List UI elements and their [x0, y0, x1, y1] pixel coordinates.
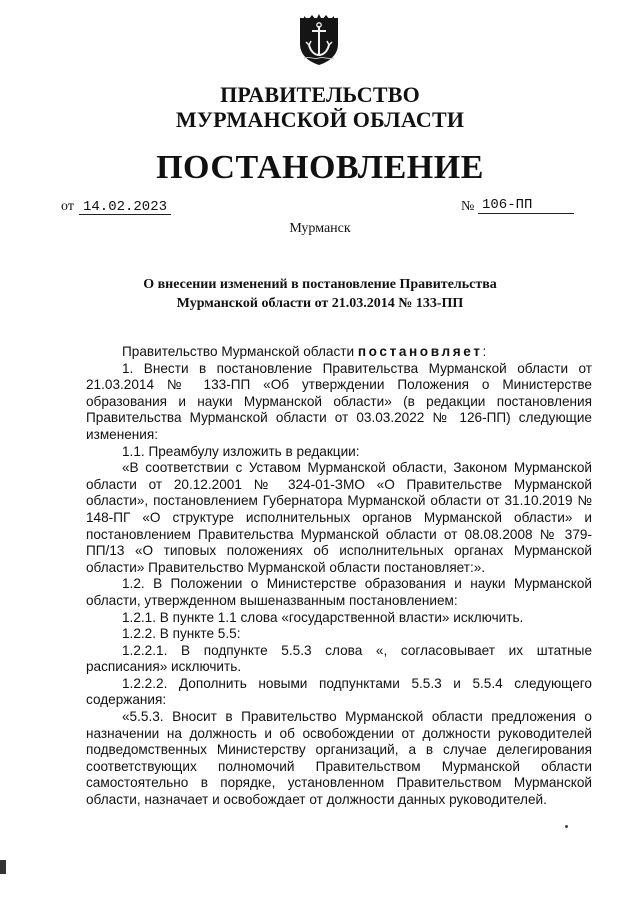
- org-title-line2: МУРМАНСКОЙ ОБЛАСТИ: [175, 107, 465, 132]
- date-label: от: [61, 199, 74, 214]
- document-body: [86, 344, 592, 809]
- scan-edge-mark: [0, 860, 6, 874]
- city-name: Мурманск: [289, 221, 351, 236]
- number-label: №: [461, 199, 475, 214]
- org-title-line1: ПРАВИТЕЛЬСТВО: [220, 82, 420, 107]
- document-date: 14.02.2023: [79, 198, 171, 215]
- paragraph-1-1: 1.1. Преамбулу изложить в редакции:: [122, 443, 360, 459]
- paragraph-1-2-1: 1.2.1. В пункте 1.1 слова «государственной власти» исключить.: [122, 609, 524, 625]
- document-number: 106-ПП: [478, 196, 574, 214]
- intro-suffix: :: [482, 344, 487, 359]
- scan-speck: [565, 825, 568, 828]
- intro-prefix: Правительство Мурманской области: [122, 344, 358, 359]
- paragraph-1-2-2: 1.2.2. В пункте 5.5:: [122, 626, 241, 642]
- paragraph-preamble-quote: «В соответствии с Уставом Мурманской области, Законом Мурманской области от 20.12.2001 № 324-01-ЗМО «О Правительстве Мурманской области», постановлением Губернатора Мурманской области от 31.10.2019 № 148-ПГ «О структуре исполнительных органов Мурманской области» и постановлением Правительства Мурманской области от 08.08.2008 № 379-ПП/13 «О типовых положениях об исполнительных органах Мурманской области» Правительство Мурманской области постановляет:».: [86, 460, 592, 575]
- paragraph-1-2: 1.2. В Положении о Министерстве образования и науки Мурманской области, утвержденном вышеназванным постановлением:: [86, 576, 592, 608]
- intro-paragraph: [86, 344, 592, 361]
- paragraph-1: 1. Внести в постановление Правительства Мурманской области от 21.03.2014 № 133-ПП «Об утверждении Положения о Министерстве образования и науки Мурманской области» (в редакции постановления Правительства Мурманской области от 03.03.2022 № 126-ПП) следующие изменения:: [86, 360, 592, 442]
- intro-keyword: постановляет: [357, 344, 483, 359]
- coat-of-arms-icon: [296, 14, 342, 66]
- document-kind: ПОСТАНОВЛЕНИЕ: [156, 149, 484, 186]
- subject-line2: Мурманской области от 21.03.2014 № 133-ПП: [176, 296, 464, 311]
- paragraph-5-5-3: «5.5.3. Вносит в Правительство Мурманской области предложения о назначении на должность и об освобождении от должности руководителей подведомственных Министерству организаций, а в случае делегирования соответствующих полномочий Правительством Мурманской области самостоятельно в порядке, установленном Правительством Мурманской области, назначает и освобождает от должности данных руководителей.: [86, 709, 592, 808]
- subject-line1: О внесении изменений в постановление Правительства: [143, 277, 497, 292]
- paragraph-1-2-2-2: 1.2.2.2. Дополнить новыми подпунктами 5.5.3 и 5.5.4 следующего содержания:: [86, 675, 592, 708]
- paragraph-1-2-2-1: 1.2.2.1. В подпункте 5.5.3 слова «, согласовывает их штатные расписания» исключить.: [86, 642, 592, 675]
